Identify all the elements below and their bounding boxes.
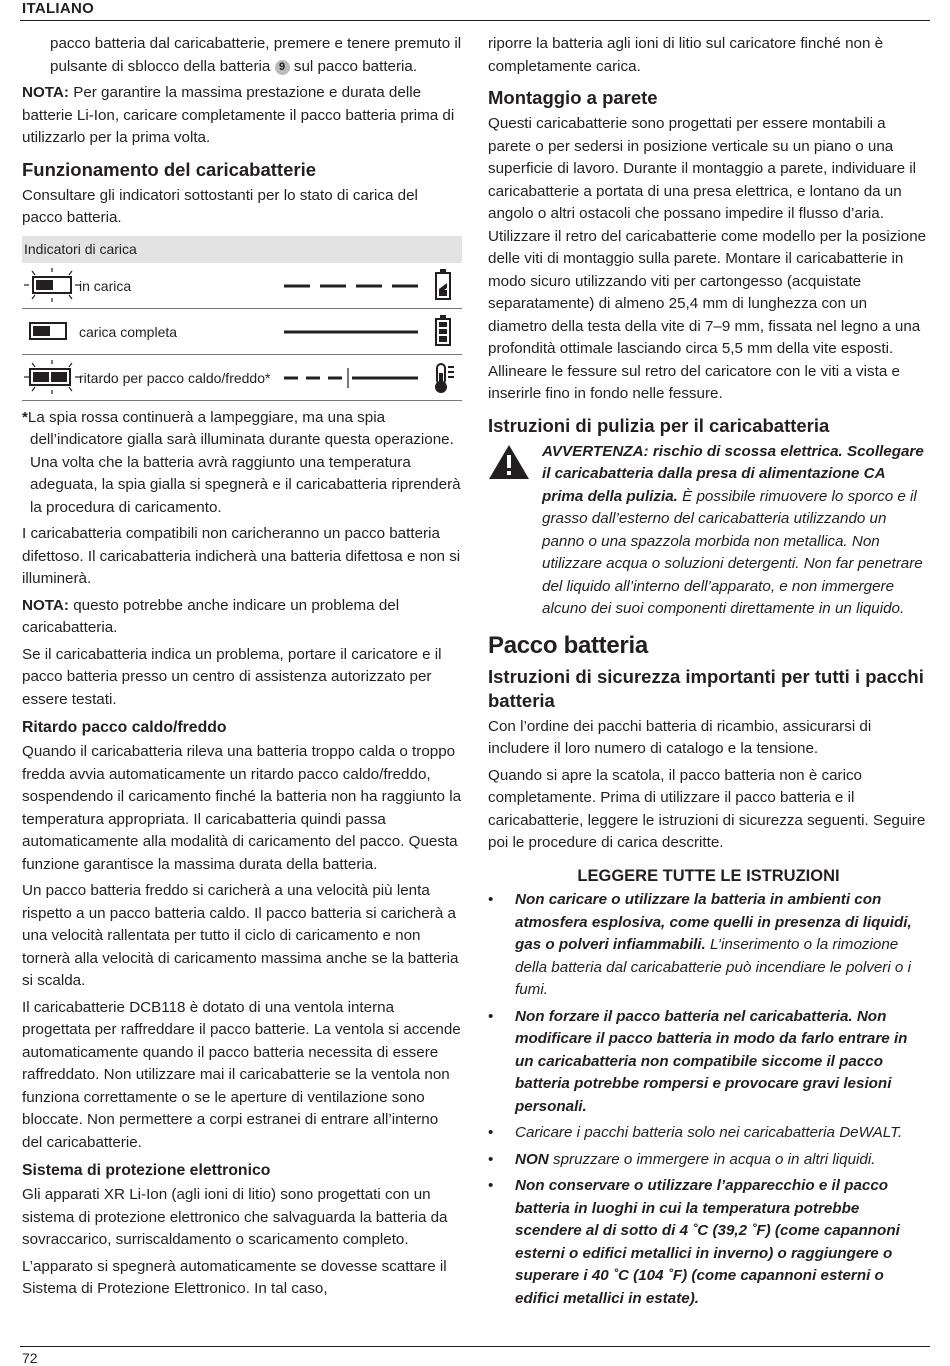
footnote	[22, 407, 462, 520]
list-item	[488, 1149, 929, 1172]
note-paragraph	[22, 82, 462, 150]
footnote-mark: *	[22, 408, 28, 426]
item-italic: L’inserimento o la rimozione della batteria dal caricabatterie può incendiare le polveri o i fumi.	[515, 936, 911, 998]
item-bold: Non forzare il pacco batteria nel caricabatteria. Non modificare il pacco batteria in modo da farlo entrare in un caricabatteria non compatibile siccome il pacco batteria potrebbe rompersi e provocare gravi lesioni personali.	[515, 1007, 908, 1115]
item-bold: NON	[515, 1150, 549, 1168]
paragraph-problem: Se il caricabatteria indica un problema, portare il caricatore e il pacco batteria presso un centro di assistenza autorizzato per essere testati.	[22, 645, 442, 708]
warning-italic: È possibile rimuovere lo sporco e il grasso dall’esterno del caricabatteria utilizzando un panno o una spazzola morbida non metallica. Non utilizzare acqua o soluzioni detergenti. Non far penetrare del liquido all’interno dell’apparato, e non immergere alcuno dei suoi componenti direttamente in un liquido.	[542, 487, 923, 617]
reference-number: 9	[275, 60, 290, 75]
paragraph-compatible: I caricabatteria compatibili non caricheranno un pacco batteria difettoso. Il caricabatteria indicherà una batteria difettosa e non si illuminerà.	[22, 525, 461, 587]
paragraph-dcb118: Il caricabatterie DCB118 è dotato di una ventola interna progettata per raffreddare il pacco batterie. La ventola si accende automaticamente quando il pacco batteria necessita di essere raffreddato. Non utilizzare mai il caricabatterie se la ventola non funziona correttamente o se le aperture di ventilazione sono bloccate. Non permettere a corpi estranei di entrare all’interno del caricabatterie.	[22, 998, 461, 1151]
item-italic: Caricare i pacchi batteria solo nei caricabatteria	[515, 1124, 835, 1141]
paragraph-ordine: Con l’ordine dei pacchi batteria di ricambio, assicurarsi di includere il loro numero di catalogo e la tensione.	[488, 717, 872, 757]
note-text: Per garantire la massima prestazione e durata delle batterie Li-Ion, caricare completamente il pacco batteria prima di utilizzarlo per la prima volta.	[22, 84, 455, 146]
list-item	[488, 1006, 929, 1119]
paragraph-consult: Consultare gli indicatori sottostanti per lo stato di carica del pacco batteria.	[22, 186, 418, 226]
table-row-charging	[22, 263, 462, 309]
page-number: 72	[22, 1350, 38, 1366]
brand-name: DeWALT.	[839, 1124, 903, 1141]
warning-block	[488, 441, 929, 621]
heading-sistema: Sistema di protezione elettronico	[22, 1162, 271, 1179]
header-language: ITALIANO	[22, 0, 95, 17]
note-paragraph-2	[22, 595, 462, 640]
header-rule	[20, 20, 930, 21]
row-label: in carica	[79, 277, 132, 294]
table-title: Indicatori di carica	[22, 236, 462, 263]
paragraph-montaggio: Questi caricabatterie sono progettati per essere montabili a parete o per sedersi in posizione verticale su un piano o una superficie di lavoro. Durante il montaggio a parete, individuare il caricabatterie a portata di una presa elettrica, e lontano da un angolo o altri ostacoli che possano impedire il flusso d’aria. Utilizzare il retro del caricabatterie come modello per la posizione delle viti di montaggio sulla parete. Montare il caricabatterie in modo sicuro utilizzando viti per cartongesso (acquistate separatamente) di almeno 25,4 mm di lunghezza con un diametro della testa della vite di 7–9 mm, fissata nel legno a una profondità ottimale lasciando circa 5,5 mm della vite esposti. Allineare le fessure sul retro del caricatore con le viti a vista e inserirle fino in fondo nelle fessure.	[488, 115, 927, 402]
row-label: carica completa	[79, 323, 178, 340]
list-item	[488, 889, 929, 1002]
footer-rule	[20, 1346, 930, 1347]
heading-ritardo: Ritardo pacco caldo/freddo	[22, 719, 227, 736]
safety-list	[488, 889, 929, 1310]
warning-icon	[488, 443, 530, 481]
heading-leggere: LEGGERE TUTTE LE ISTRUZIONI	[577, 866, 840, 885]
heading-funzionamento: Funzionamento del caricabatterie	[22, 158, 317, 180]
item-bold: Non caricare o utilizzare la batteria in ambienti con atmosfera esplosiva, come quelli in presenza di liquidi, gas o polveri infiammabili.	[515, 891, 912, 953]
left-column	[22, 33, 462, 1305]
charge-indicators-table	[22, 236, 462, 401]
paragraph-ritardo-1: Quando il caricabatteria rileva una batteria troppo calda o troppo fredda avvia automaticamente un ritardo pacco caldo/freddo, sospendendo il caricamento finché la batteria non ha raggiunto la temperatura appropriata. Il caricabatteria quindi passa automaticamente alla modalità di caricamento del pacco. Questa funzione garantisce la massima durata della batteria.	[22, 743, 462, 873]
paragraph-scatola: Quando si apre la scatola, il pacco batteria non è carico completamente. Prima di utilizzare il pacco batteria e il caricabatterie, leggere le istruzioni di sicurezza seguenti. Seguire poi le procedure di carica descritte.	[488, 766, 926, 851]
row-label: ritardo per pacco caldo/freddo*	[79, 369, 271, 386]
list-item	[488, 1122, 929, 1145]
note-label: NOTA:	[22, 596, 69, 614]
footnote-text: La spia rossa continuerà a lampeggiare, ma una spia dell’indicatore gialla sarà illuminata durante questa operazione. Una volta che la batteria avrà raggiunto una temperatura adeguata, la spia gialla si spegnerà e il caricabatteria riprenderà la procedura di caricamento.	[27, 408, 461, 516]
paragraph-release	[22, 33, 462, 78]
item-italic: spruzzare o immergere in acqua o in altri liquidi.	[552, 1150, 876, 1168]
note-label: NOTA:	[22, 84, 69, 101]
item-bold: Non conservare o utilizzare l’apparecchio e il pacco batteria in luoghi in cui la temperatura potrebbe scendere al di sotto di 4 ˚C (39,2 ˚F) (come capannoni esterni o edifici metallici in inverno) o raggiungere o superare i 40 ˚C (104 ˚F) (come capannoni esterni o edifici metallici in estate).	[515, 1177, 900, 1307]
heading-pacco-batteria: Pacco batteria	[488, 631, 648, 659]
note-text: questo potrebbe anche indicare un problema del caricabatteria.	[22, 596, 400, 636]
warning-bold: AVVERTENZA: rischio di scossa elettrica. Scollegare il caricabatteria dalla presa di alimentazione CA prima della pulizia.	[542, 442, 924, 505]
table-row-full	[22, 309, 462, 355]
text: pacco batteria dal caricabatterie, premere e tenere premuto il pulsante di sblocco della batteria	[50, 35, 462, 75]
paragraph-spegnera: L’apparato si spegnerà automaticamente se dovesse scattare il Sistema di Protezione Elettronico. In tal caso,	[22, 1257, 447, 1297]
right-column	[488, 33, 929, 1314]
table-row-hot-cold	[22, 355, 462, 401]
paragraph-ritardo-2: Un pacco batteria freddo si caricherà a una velocità più lenta rispetto a un pacco batteria caldo. Il pacco batteria si caricherà a una velocità rallentata per tutto il ciclo di caricamento e non tornerà alla velocità di caricamento massima anche se la batteria si scalda.	[22, 882, 459, 989]
heading-montaggio: Montaggio a parete	[488, 87, 658, 108]
heading-pulizia: Istruzioni di pulizia per il caricabatteria	[488, 414, 830, 436]
list-item	[488, 1175, 929, 1310]
heading-istruzioni-sicurezza: Istruzioni di sicurezza importanti per tutti i pacchi batteria	[488, 665, 924, 711]
paragraph-continued: riporre la batteria agli ioni di litio sul caricatore finché non è completamente carica.	[488, 35, 884, 75]
warning-text	[542, 441, 929, 621]
paragraph-xr: Gli apparati XR Li-Ion (agli ioni di litio) sono progettati con un sistema di protezione elettronico che salvaguarda la batteria da sovraccarico, surriscaldamento o scaricamento completo.	[22, 1186, 448, 1248]
text: sul pacco batteria.	[293, 57, 418, 75]
